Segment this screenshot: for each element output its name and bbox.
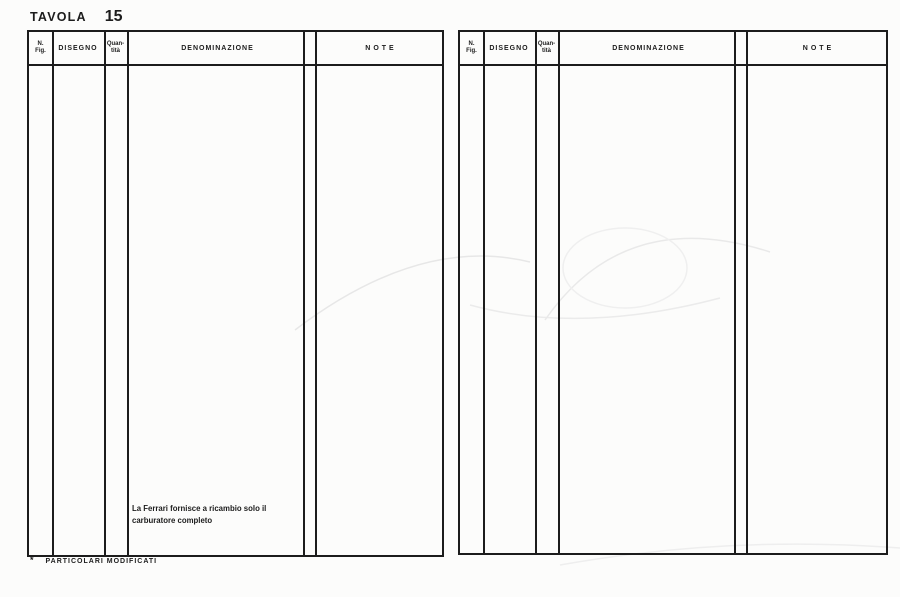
parts-table-right bbox=[458, 30, 888, 555]
header-qty-line1: Quan- bbox=[537, 41, 556, 47]
header-fig bbox=[29, 32, 52, 64]
header-fig-line2: Fig. bbox=[35, 48, 46, 54]
footnote-line2: carburatore completo bbox=[132, 515, 213, 525]
header-denominazione bbox=[558, 32, 734, 64]
table-header bbox=[29, 32, 442, 66]
header-qty-line2: tità bbox=[111, 48, 120, 54]
header-note-label: NOTE bbox=[365, 44, 397, 52]
header-note-label: NOTE bbox=[802, 44, 835, 52]
header-quantity bbox=[535, 32, 558, 64]
page-title bbox=[30, 8, 123, 26]
header-disegno-label: DISEGNO bbox=[489, 44, 529, 52]
column-divider bbox=[746, 32, 748, 553]
header-denominazione-label: DENOMINAZIONE bbox=[612, 44, 685, 52]
column-divider bbox=[127, 32, 129, 555]
header-fig-line2: Fig. bbox=[466, 48, 477, 54]
table-footnote bbox=[132, 503, 266, 526]
footnote-line1: La Ferrari fornisce a ricambio solo il bbox=[132, 504, 267, 513]
header-qty-line2: tità bbox=[542, 48, 551, 54]
header-denominazione bbox=[127, 32, 303, 64]
header-qty-line1: Quan- bbox=[106, 41, 125, 47]
column-divider bbox=[303, 32, 305, 555]
header-disegno bbox=[483, 32, 535, 64]
header-fig-line1: N. bbox=[468, 41, 475, 47]
column-divider bbox=[52, 32, 54, 555]
header-note bbox=[315, 32, 442, 64]
header-disegno bbox=[52, 32, 104, 64]
column-divider bbox=[535, 32, 537, 553]
header-star-spacer bbox=[303, 32, 315, 64]
page-footer bbox=[30, 556, 157, 565]
footer-text: PARTICOLARI MODIFICATI bbox=[45, 558, 158, 565]
header-denominazione-label: DENOMINAZIONE bbox=[181, 44, 254, 52]
header-quantity bbox=[104, 32, 127, 64]
header-fig-line1: N. bbox=[37, 41, 44, 47]
column-divider bbox=[104, 32, 106, 555]
header-star-spacer bbox=[734, 32, 746, 64]
footnote-marker: * bbox=[30, 555, 35, 565]
header-fig bbox=[460, 32, 483, 64]
column-divider bbox=[315, 32, 317, 555]
title-label: TAVOLA bbox=[30, 10, 87, 24]
column-divider bbox=[734, 32, 736, 553]
table-header bbox=[460, 32, 886, 66]
header-note bbox=[746, 32, 886, 64]
parts-table-left bbox=[27, 30, 444, 557]
column-divider bbox=[558, 32, 560, 553]
title-number: 15 bbox=[104, 8, 123, 25]
column-divider bbox=[483, 32, 485, 553]
header-disegno-label: DISEGNO bbox=[58, 44, 98, 52]
